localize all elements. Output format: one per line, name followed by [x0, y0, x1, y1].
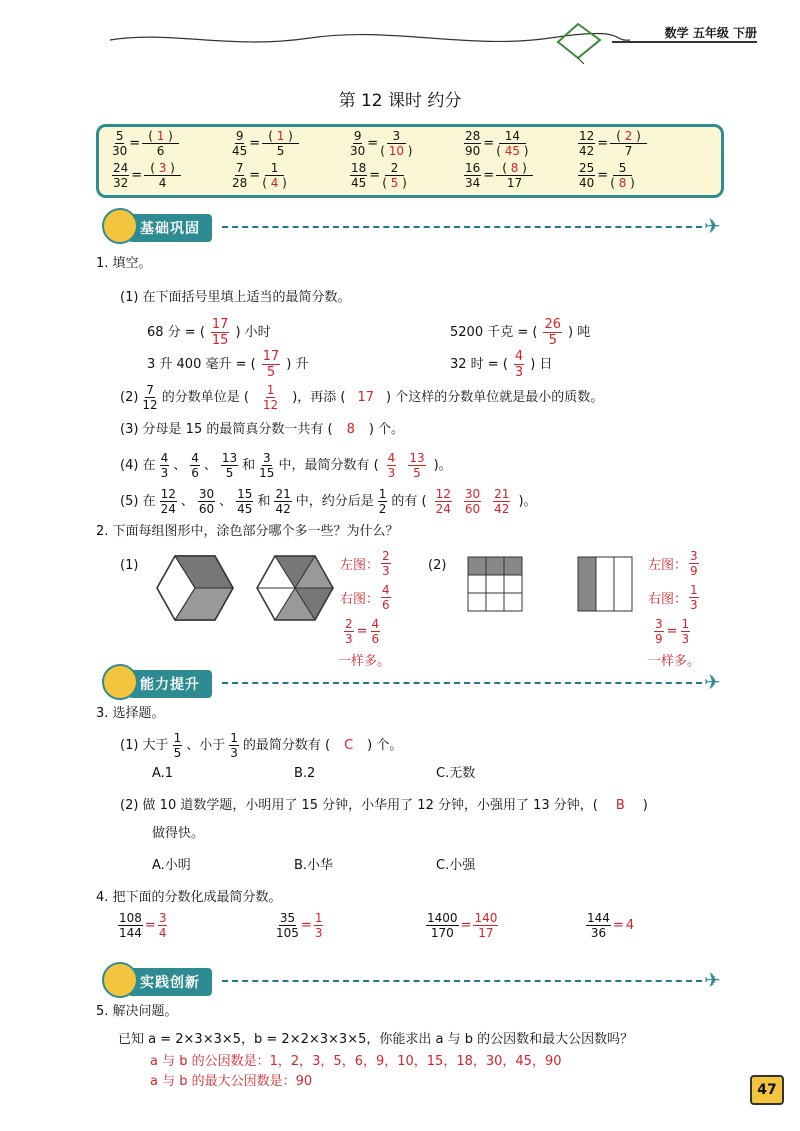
warmup-answer-fraction: [262, 130, 299, 157]
warmup-equation: [464, 130, 528, 157]
text: 1: [272, 129, 289, 143]
q5-title: 5. 解决问题。: [96, 1004, 178, 1019]
q1-title: 1. 填空。: [96, 256, 152, 271]
option-fraction: $\frac{4}{6}$: [191, 451, 199, 480]
text: 和: [257, 493, 271, 509]
warmup-fraction: $\frac{12}{42}$: [579, 129, 595, 158]
paren-value: [496, 144, 528, 158]
option-fraction: $\frac{15}{45}$: [237, 487, 253, 516]
paren-value: 6: [156, 144, 165, 158]
text: 的有 (: [391, 493, 427, 509]
hexagon-right: [255, 552, 335, 624]
q3-opt2-c: C.小强: [436, 858, 476, 873]
warmup-equation: [578, 130, 647, 157]
q1-part3: (3) 分母是 15 的最简真分数一共有 ( 8 ) 个。: [120, 422, 405, 437]
q4-title: 4. 把下面的分数化成最简分数。: [96, 890, 282, 905]
text: 3: [154, 161, 171, 175]
warmup-equation: [232, 130, 299, 157]
option-fraction: $\frac{13}{5}$: [221, 451, 238, 480]
paren-value: [382, 176, 407, 190]
answer-fraction: $\frac{4}{3}$: [387, 451, 396, 480]
text: 、: [173, 457, 187, 473]
text: (: [268, 129, 273, 143]
warmup-fraction: $\frac{28}{90}$: [465, 129, 481, 158]
answer-fraction: $\frac{21}{42}$: [494, 487, 510, 516]
q2-eq2: $\frac{3}{9}$ = $\frac{1}{3}$: [655, 617, 690, 646]
text: =: [483, 136, 495, 151]
q4-item: [118, 912, 167, 939]
q4-item: [426, 912, 498, 939]
paren-value: [502, 161, 527, 175]
text: 8: [614, 176, 631, 190]
warmup-fraction: $\frac{18}{45}$: [351, 161, 367, 190]
subject-label: 数学 五年级 下册: [612, 24, 757, 43]
text: (: [496, 144, 501, 158]
text: (: [616, 129, 621, 143]
paren-value: 7: [624, 144, 633, 158]
page-number: 47: [750, 1075, 784, 1105]
text: =: [597, 136, 609, 151]
q3-part1: (1) 大于 $\frac{1}{5}$ 、小于 $\frac{1}{3}$ 的最简分数有 ( C ) 个。: [120, 731, 403, 760]
text: ): [170, 161, 175, 175]
q1-a1: 68 分 = ( $\frac{17}{15}$ ) 小时: [147, 317, 271, 348]
text: 4: [625, 918, 635, 933]
text: =: [597, 168, 609, 183]
q2-left2: 左图： $\frac{3}{9}$: [648, 549, 698, 578]
q3-opt2-b: B.小华: [294, 858, 334, 873]
warmup-answer-fraction: [144, 162, 181, 189]
flower-icon: [102, 208, 138, 244]
paren-value: [610, 176, 635, 190]
warmup-answer-fraction: [496, 162, 533, 189]
answer-fraction: $\frac{12}{24}$: [435, 487, 451, 516]
text: 10: [384, 144, 408, 158]
q2-right1: 右图： $\frac{4}{6}$: [340, 583, 390, 612]
warmup-fraction: $\frac{9}{45}$: [232, 129, 248, 158]
warmup-fraction: $\frac{5}{30}$: [112, 129, 128, 158]
text: =: [300, 918, 312, 933]
q4-answer-fraction: $\frac{3}{4}$: [158, 911, 167, 940]
plane-icon: ✈: [704, 968, 721, 992]
text: 、: [203, 457, 217, 473]
q4-item: [586, 912, 634, 939]
warmup-equation: [578, 162, 635, 189]
text: ): [402, 176, 407, 190]
warmup-answer-fraction: [496, 130, 528, 157]
text: (: [502, 161, 507, 175]
option-fraction: $\frac{3}{15}$: [259, 451, 275, 480]
warmup-equation: [464, 162, 533, 189]
q3-part2: (2) 做 10 道数学题，小明用了 15 分钟，小华用了 12 分钟，小强用了 13 分钟，( B ): [120, 798, 648, 813]
text: ): [168, 129, 173, 143]
paren-value: [262, 176, 287, 190]
text: ): [630, 176, 635, 190]
paren-value: 2: [390, 161, 399, 175]
q4-question-fraction: $\frac{108}{144}$: [119, 911, 142, 940]
q1-part2: (2) $\frac{7}{12}$ 的分数单位是 ( $\frac{1}{12}$ )，再添 ( 17 ) 个这样的分数单位就是最小的质数。: [120, 383, 604, 412]
option-fraction: $\frac{30}{60}$: [198, 487, 215, 516]
paren-value: 17: [506, 176, 523, 190]
text: ): [282, 176, 287, 190]
option-fraction: $\frac{4}{3}$: [160, 451, 169, 480]
text: (: [148, 129, 153, 143]
q3-part2-line2: 做得快。: [152, 826, 205, 841]
q2-eq1: $\frac{2}{3}$ = $\frac{4}{6}$: [345, 617, 380, 646]
warmup-equation: [350, 162, 407, 189]
text: ): [523, 144, 529, 158]
q2-title: 2. 下面每组图形中，涂色部分哪个多一些？为什么？: [96, 524, 399, 539]
q2-label-2: (2): [428, 558, 447, 573]
q5-answer-2: a 与 b 的最大公因数是：90: [150, 1074, 313, 1089]
text: 5: [386, 176, 403, 190]
q4-answer-fraction: $\frac{140}{17}$: [474, 911, 498, 940]
text: =: [369, 168, 381, 183]
warmup-fraction: $\frac{24}{32}$: [113, 161, 129, 190]
q3-title: 3. 选择题。: [96, 706, 165, 721]
text: 中，约分后是: [295, 493, 374, 509]
paren-value: 14: [504, 129, 520, 143]
option-fraction: $\frac{21}{42}$: [275, 487, 291, 516]
text: =: [129, 136, 141, 151]
plane-icon: ✈: [704, 670, 721, 694]
text: 和: [242, 457, 256, 473]
answer-fraction: $\frac{30}{60}$: [464, 487, 481, 516]
text: (5) 在: [120, 493, 156, 509]
text: 1: [152, 129, 169, 143]
text: )。: [433, 457, 452, 473]
text: =: [367, 136, 379, 151]
section-rule: [222, 980, 702, 982]
q2-same1: 一样多。: [338, 654, 391, 669]
paren-value: 3: [392, 129, 401, 143]
text: =: [131, 168, 143, 183]
q4-answer-fraction: $\frac{1}{3}$: [314, 911, 323, 940]
warmup-equation: [112, 130, 179, 157]
text: 2: [620, 129, 637, 143]
q3-opt-c: C.无数: [436, 766, 476, 781]
text: 、: [219, 493, 233, 509]
q5-answer-1: a 与 b 的公因数是：1，2，3，5，6，9，10，15，18，30，45，90: [150, 1054, 562, 1069]
q3-opt2-a: A.小明: [152, 858, 191, 873]
q4-item: [276, 912, 323, 939]
snail-icon: [102, 962, 138, 998]
text: (4) 在: [120, 457, 156, 473]
paren-value: [150, 161, 175, 175]
section-rule: [222, 226, 702, 228]
text: )。: [518, 493, 537, 509]
text: =: [249, 136, 261, 151]
page-title: 第 12 课时 约分: [338, 91, 462, 111]
warmup-equation: [112, 162, 181, 189]
text: 8: [506, 161, 523, 175]
warmup-fraction: $\frac{16}{34}$: [465, 161, 481, 190]
text: 、: [180, 493, 194, 509]
q1-part1: (1) 在下面括号里填上适当的最简分数。: [120, 290, 351, 305]
q1-part5: [120, 488, 537, 515]
kite-icon: [548, 20, 608, 64]
text: 45: [500, 144, 524, 158]
text: (: [610, 176, 615, 190]
section-badge-basic: 基础巩固: [128, 214, 212, 242]
warmup-equation: [350, 130, 412, 157]
text: =: [612, 918, 624, 933]
paren-value: 5: [276, 144, 285, 158]
paren-value: [616, 129, 641, 143]
warmup-equation: [232, 162, 287, 189]
text: (: [380, 144, 385, 158]
warmup-answer-fraction: [382, 162, 407, 189]
text: =: [249, 168, 261, 183]
warmup-fraction: $\frac{9}{30}$: [350, 129, 366, 158]
q2-left1: 左图： $\frac{2}{3}$: [340, 549, 390, 578]
q2-same2: 一样多。: [648, 654, 701, 669]
q4-question-fraction: $\frac{35}{105}$: [276, 911, 299, 940]
text: ): [636, 129, 641, 143]
q2-label-1: (1): [120, 558, 139, 573]
q1-part4: [120, 452, 452, 479]
half-fraction: $\frac{1}{2}$: [378, 487, 387, 516]
bee-icon: [102, 664, 138, 700]
q5-text: 已知 a = 2×3×3×5，b = 2×2×3×3×5，你能求出 a 与 b 的公因数和最大公因数吗？: [118, 1032, 634, 1047]
answer-fraction: $\frac{13}{5}$: [409, 451, 425, 480]
option-fraction: $\frac{12}{24}$: [160, 487, 176, 516]
q3-opt-b: B.2: [294, 766, 316, 781]
section-rule: [222, 682, 702, 684]
warmup-answer-fraction: [262, 162, 287, 189]
warmup-answer-fraction: [142, 130, 179, 157]
q1-a2: 5200 千克 = ( $\frac{26}{5}$ ) 吨: [450, 317, 591, 348]
plane-icon: ✈: [704, 214, 721, 238]
q3-opt-a: A.1: [152, 766, 174, 781]
paren-value: [380, 144, 412, 158]
q4-question-fraction: $\frac{1400}{170}$: [427, 911, 458, 940]
paren-value: 4: [158, 176, 167, 190]
text: =: [144, 918, 156, 933]
hexagon-left: [155, 552, 235, 624]
q1-a4: 32 时 = ( $\frac{4}{3}$ ) 日: [450, 349, 553, 380]
warmup-answer-fraction: [610, 130, 647, 157]
warmup-answer-fraction: [610, 162, 635, 189]
warmup-fraction: $\frac{7}{28}$: [232, 161, 248, 190]
paren-value: 1: [270, 161, 279, 175]
text: ): [288, 129, 293, 143]
q1-a3: 3 升 400 毫升 = ( $\frac{17}{5}$ ) 升: [147, 349, 309, 380]
grid-square-right: [577, 556, 635, 612]
paren-value: [268, 129, 293, 143]
q4-question-fraction: $\frac{144}{36}$: [587, 911, 610, 940]
text: (: [150, 161, 155, 175]
text: ): [522, 161, 527, 175]
section-badge-practice: 实践创新: [128, 968, 212, 996]
warmup-fraction: $\frac{25}{40}$: [579, 161, 595, 190]
text: (: [382, 176, 387, 190]
warmup-answer-fraction: [380, 130, 412, 157]
paren-value: 5: [618, 161, 627, 175]
text: (: [262, 176, 267, 190]
text: 中，最简分数有 (: [278, 457, 379, 473]
text: ): [407, 144, 413, 158]
grid-square-left: [467, 556, 525, 612]
text: 4: [266, 176, 283, 190]
q2-right2: 右图： $\frac{1}{3}$: [648, 583, 698, 612]
paren-value: [148, 129, 173, 143]
section-badge-ability: 能力提升: [128, 670, 212, 698]
text: =: [483, 168, 495, 183]
text: =: [460, 918, 472, 933]
